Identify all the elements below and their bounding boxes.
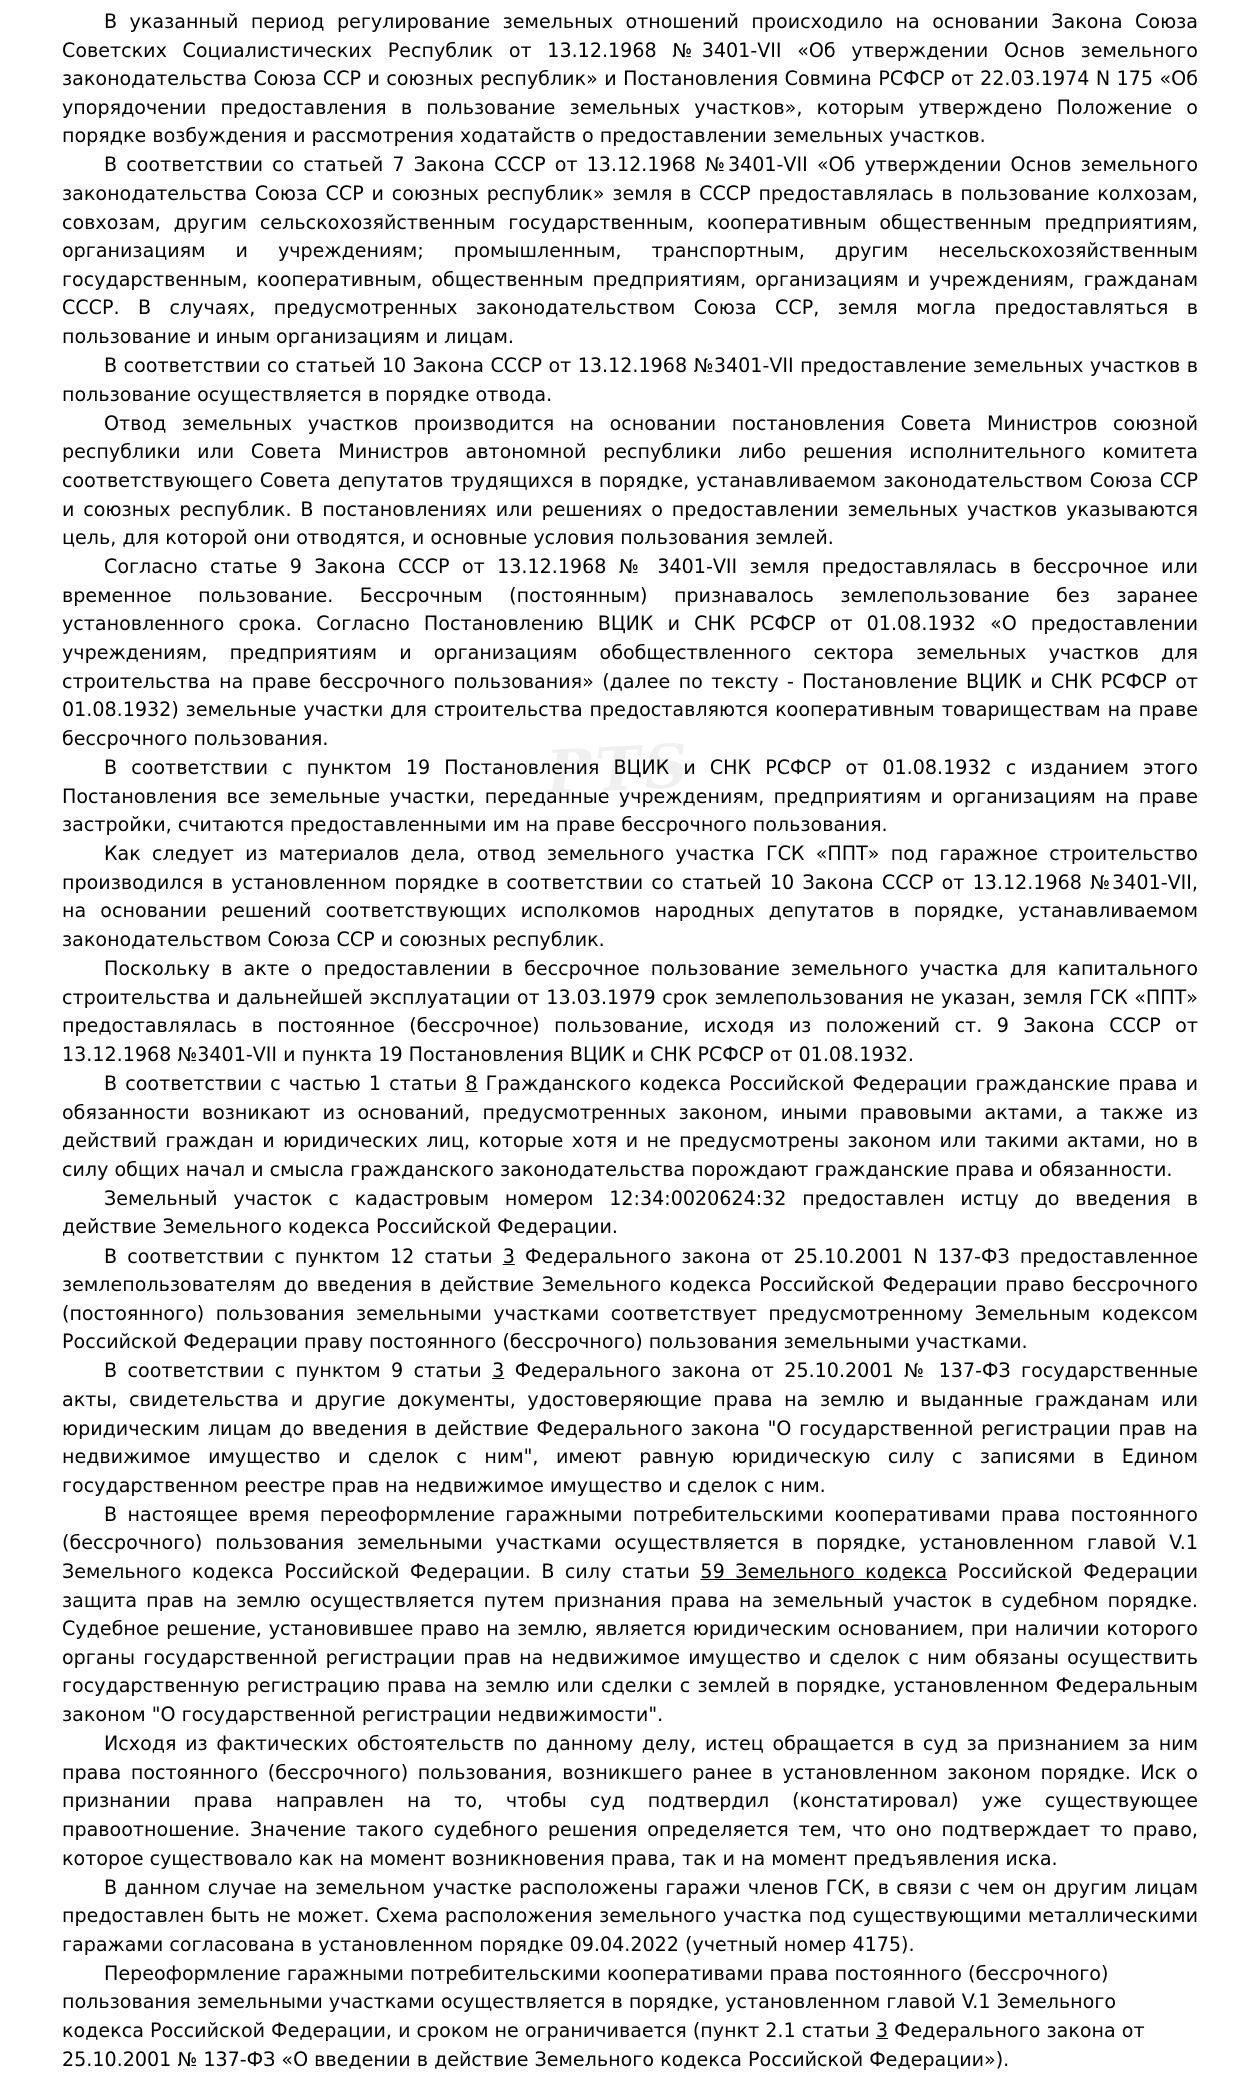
paragraph-text: Отвод земельных участков производится на основании постановления Совета Министров союзной республики или Совета Министров автономной республики либо решения исполнительного комитета соответствующего Совета депутатов трудящихся в порядке, устанавливаемом законодательством Союза ССР и союзных республик. В постановлениях или решениях о предоставлении земельных участков указываются цель, для которой они отводятся, и основные условия пользования землей. xyxy=(62,411,1198,550)
document-body xyxy=(62,8,1198,2074)
paragraph xyxy=(62,1730,1198,1873)
paragraph xyxy=(62,1070,1198,1184)
watermark: PTS xyxy=(544,731,694,809)
paragraph xyxy=(62,840,1198,954)
paragraph-text: Поскольку в акте о предоставлении в бессрочное пользование земельного участка для капитального строительства и дальнейшей эксплуатации от 13.03.1979 срок землепользования не указан, земля ГСК «ППТ» предоставлялась в постоянное (бессрочное) пользование, исходя из положений ст. 9 Закона СССР от 13.12.1968 №3401-VII и пункта 19 Постановления ВЦИК и СНК РСФСР от 01.08.1932. xyxy=(62,957,1198,1066)
paragraph xyxy=(62,1501,1198,1730)
paragraph xyxy=(62,8,1198,151)
paragraph-text: Российской Федерации защита прав на землю осуществляется путем признания права на земельный участок в судебном порядке. Судебное решение, установившее право на землю, является юридическим основанием, при наличии которого органы государственной регистрации прав на недвижимое имущество и сделок с ним обязаны осуществить государственную регистрацию права на землю или сделки с землей в порядке, установленном Федеральным законом "О государственной регистрации недвижимости". xyxy=(62,1560,1198,1727)
paragraph xyxy=(62,1357,1198,1500)
paragraph-text: В настоящее время переоформление гаражными потребительскими кооперативами права постоянного (бессрочного) пользования земельными участками осуществляется в порядке, установленном главой V.1 Земельного кодекса Российской Федерации. В силу статьи xyxy=(62,1502,1198,1584)
paragraph-text: Согласно статье 9 Закона СССР от 13.12.1968 № 3401-VII земля предоставлялась в бессрочное или временное пользование. Бессрочным (постоянным) признавалось землепользование без заранее установленного срока. Согласно Постановлению ВЦИК и СНК РСФСР от 01.08.1932 «О предоставлении учреждениям, предприятиям и организациям обобществленного сектора земельных участков для строительства на праве бессрочного пользования» (далее по тексту - Постановление ВЦИК и СНК РСФСР от 01.08.1932) земельные участки для строительства предоставляются кооперативным товариществам на праве бессрочного пользования. xyxy=(62,555,1198,750)
paragraph-text: В соответствии с пунктом 9 статьи xyxy=(104,1359,493,1383)
paragraph xyxy=(62,352,1198,409)
paragraph-text: В указанный период регулирование земельных отношений происходило на основании Закона Союза Советских Социалистических Республик от 13.12.1968 №3401-VII «Об утверждении Основ земельного законодательства Союза ССР и союзных республик» и Постановления Совмина РСФСР от 22.03.1974 N 175 «Об упорядочении предоставления в пользование земельных участков», которым утверждено Положение о порядке возбуждения и рассмотрения ходатайств о предоставлении земельных участков. xyxy=(62,10,1198,148)
paragraph-text: В данном случае на земельном участке расположены гаражи членов ГСК, в связи с чем он другим лицам предоставлен быть не может. Схема расположения земельного участка под существующими металлическими гаражами согласована в установленном порядке 09.04.2022 (учетный номер 4175). xyxy=(62,1875,1198,1956)
legal-reference-link[interactable]: 8 xyxy=(465,1071,478,1095)
paragraph xyxy=(62,1243,1198,1357)
paragraph-text: Федерального закона от 25.10.2001 N 137-ФЗ предоставленное землепользователям до введения в действие Земельного кодекса Российской Федерации право бессрочного (постоянного) пользования земельными участками соответствует предусмотренному Земельным кодексом Российской Федерации праву постоянного (бессрочного) пользования земельными участками. xyxy=(62,1244,1198,1354)
paragraph xyxy=(62,754,1198,840)
paragraph-text: Гражданского кодекса Российской Федерации гражданские права и обязанности возникают из оснований, предусмотренных законом, иными правовыми актами, а также из действий граждан и юридических лиц, которые хотя и не предусмотрены законом или такими актами, но в силу общих начал и смысла гражданского законодательства порождают гражданские права и обязанности. xyxy=(62,1071,1198,1181)
paragraph xyxy=(62,1874,1198,1960)
legal-reference-link[interactable]: 3 xyxy=(875,2019,889,2043)
paragraph-text: Как следует из материалов дела, отвод земельного участка ГСК «ППТ» под гаражное строительство производился в установленном порядке в соответствии со статьей 10 Закона СССР от 13.12.1968 №3401-VII, на основании решений соответствующих исполкомов народных депутатов в порядке, устанавливаемом законодательством Союза ССР и союзных республик. xyxy=(62,842,1198,951)
paragraph-text: В соответствии с пунктом 19 Постановления ВЦИК и СНК РСФСР от 01.08.1932 с изданием этого Постановления все земельные участки, переданные учреждениям, предприятиям и организациям на праве застройки, считаются предоставленными им на праве бессрочного пользования. xyxy=(62,755,1198,837)
paragraph xyxy=(62,1960,1198,2074)
paragraph-text: Федерального закона от 25.10.2001 № 137-ФЗ «О введении в действие Земельного кодекса Российской Федерации»). xyxy=(62,2019,1145,2071)
paragraph-text: В соответствии со статьей 7 Закона СССР от 13.12.1968 №3401-VII «Об утверждении Основ земельного законодательства Союза ССР и союзных республик» земля в СССР предоставлялась в пользование колхозам, совхозам, другим сельскохозяйственным государственным, кооперативным общественным предприятиям, организациям и учреждениям; промышленным, транспортным, другим несельскохозяйственным государственным, кооперативным, общественным предприятиям, организациям и учреждениям, гражданам СССР. В случаях, предусмотренных законодательством Союза ССР, земля могла предоставляться в пользование и иным организациям и лицам. xyxy=(62,153,1198,349)
paragraph xyxy=(62,955,1198,1069)
paragraph-text: В соответствии с частью 1 статьи xyxy=(104,1071,466,1095)
paragraph-text: Исходя из фактических обстоятельств по данному делу, истец обращается в суд за признанием за ним права постоянного (бессрочного) пользования, возникшего ранее в установленном законом порядке. Иск о признании права направлен на то, чтобы суд подтвердил (констатировал) уже существующее правоотношение. Значение такого судебного решения определяется тем, что оно подтверждает то право, которое существовало как на момент возникновения права, так и на момент предъявления иска. xyxy=(62,1732,1198,1870)
legal-reference-link[interactable]: 3 xyxy=(502,1244,515,1268)
paragraph-text: Земельный участок с кадастровым номером 12:34:0020624:32 предоставлен истцу до введения в действие Земельного кодекса Российской Федерации. xyxy=(62,1186,1198,1239)
paragraph xyxy=(62,151,1198,351)
paragraph xyxy=(62,553,1198,753)
paragraph-text: Переоформление гаражными потребительскими кооперативами права постоянного (бессрочного) пользования земельными участками осуществляется в порядке, установленном главой V.1 Земельного кодекса Российской Федерации, и сроком не ограничивается (пункт 2.1 статьи xyxy=(62,1961,1117,2043)
paragraph-text: В соответствии со статьей 10 Закона СССР от 13.12.1968 №3401-VII предоставление земельных участков в пользование осуществляется в порядке отвода. xyxy=(62,354,1198,406)
paragraph xyxy=(62,1185,1198,1242)
paragraph-text: Федерального закона от 25.10.2001 № 137-ФЗ государственные акты, свидетельства и другие документы, удостоверяющие права на землю и выданные гражданам или юридическим лицам до введения в действие Федерального закона "О государственной регистрации прав на недвижимое имущество и сделок с ним", имеют равную юридическую силу с записями в Едином государственном реестре прав на недвижимое имущество и сделок с ним. xyxy=(62,1359,1199,1497)
legal-reference-link[interactable]: 59 Земельного кодекса xyxy=(700,1560,948,1584)
paragraph-text: В соответствии с пунктом 12 статьи xyxy=(104,1244,503,1268)
legal-reference-link[interactable]: 3 xyxy=(492,1359,505,1383)
paragraph xyxy=(62,410,1198,553)
